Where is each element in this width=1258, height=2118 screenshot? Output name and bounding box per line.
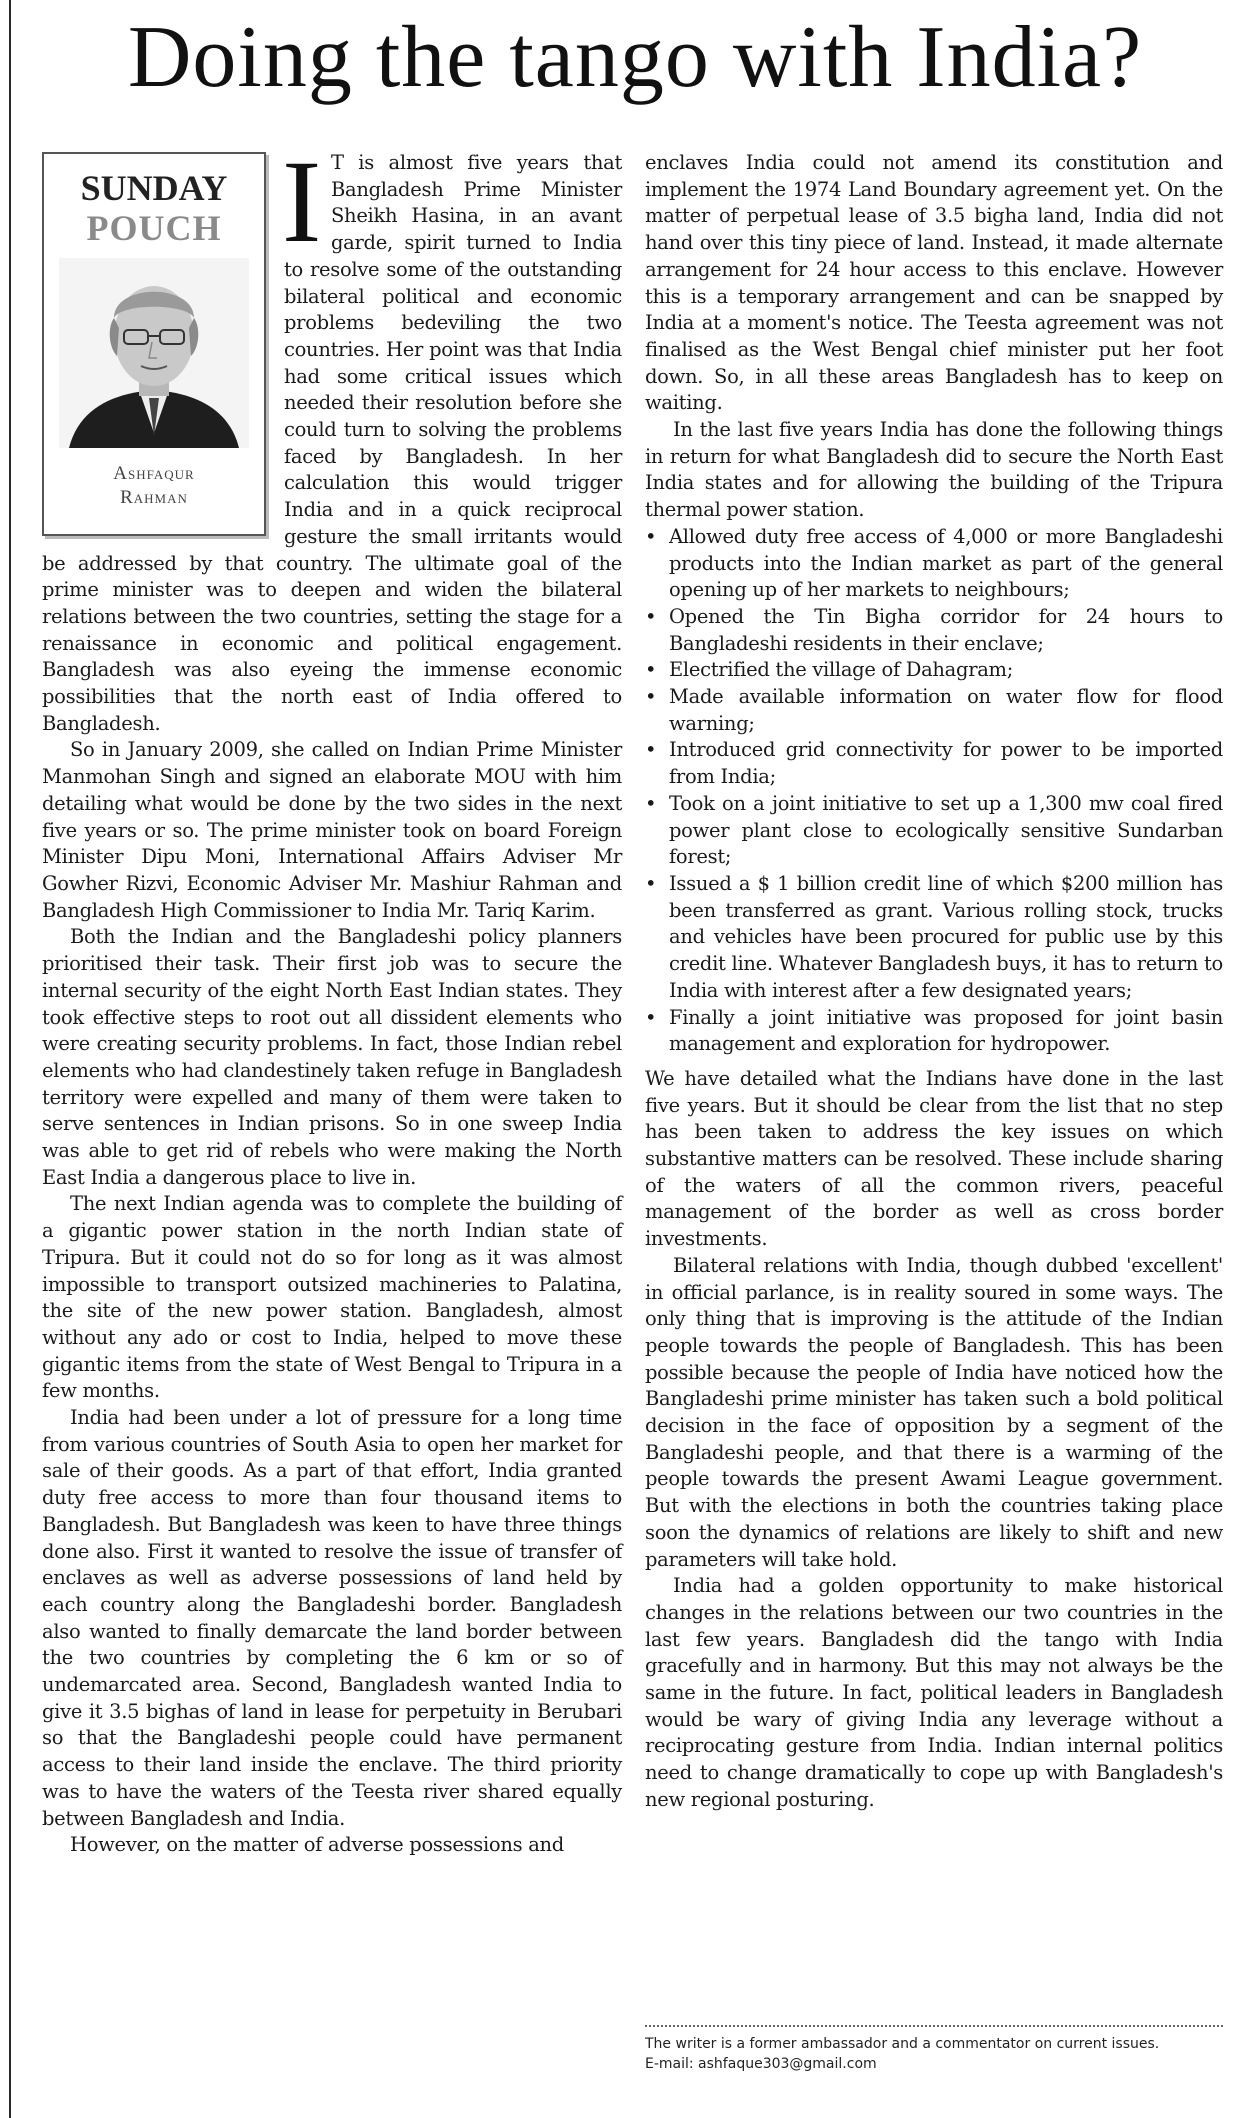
author-photo	[59, 258, 249, 448]
list-item: • Opened the Tin Bigha corridor for 24 hours to Bangladeshi residents in their enclave;	[663, 604, 1223, 657]
list-item: • Electrified the village of Dahagram;	[663, 657, 1223, 684]
paragraph-3: Both the Indian and the Bangladeshi policy planners prioritised their task. Their first job was to secure the internal security of the eight North East Indian states. They took effective steps to root out all dissident elements who were creating security problems. In fact, those Indian rebel elements who had clandestinely taken refuge in Bangladesh territory were expelled and many of them were taken to serve sentences in Indian prisons. So in one sweep India was able to get rid of rebels who were making the North East India a dangerous place to live in.	[42, 925, 622, 1189]
paragraph-9: We have detailed what the Indians have done in the last five years. But it should be clear from the list that no step has been taken to address the key issues on which substantive matters can be resolved. These include sharing of the waters of all the common rivers, peaceful management of the border as well as cross border investments.	[645, 1066, 1223, 1251]
list-item: • Introduced grid connectivity for power to be imported from India;	[663, 737, 1223, 790]
list-item: • Took on a joint initiative to set up a 1,300 mw coal fired power plant close to ecologically sensitive Sundarban forest;	[663, 791, 1223, 871]
paragraph-1: I T is almost five years that Bangladesh Prime Minister Sheikh Hasina, in an avant garde, spirit turned to India to resolve some of the outstanding bilateral political and economic problems bedeviling the two countries. Her point was that India had some critical issues which needed their resolution before she could turn to solving the problems faced by Bangladesh. In her calculation this would trigger India and in a quick reciprocal gesture the small irritants would be addressed by that country. The ultimate goal of the prime minister was to deepen and widen the bilateral relations between the two countries, setting the stage for a renaissance in economic and political engagement. Bangladesh was also eyeing the immense economic possibilities that the north east of India offered to Bangladesh.	[42, 136, 622, 735]
bullet-list	[645, 524, 1223, 1058]
paragraph-8: In the last five years India has done the following things in return for what Bangladesh did to secure the North East India states and for allowing the building of the Tripura thermal power station.	[645, 418, 1223, 522]
article-column-left	[42, 136, 622, 1859]
footer-divider	[645, 2025, 1223, 2027]
paragraph-6: However, on the matter of adverse possessions and	[70, 1833, 564, 1857]
author-name-line2: Rahman	[120, 487, 188, 508]
author-email: E-mail: ashfaque303@gmail.com	[645, 2056, 877, 2072]
list-item: • Issued a $ 1 billion credit line of which $200 million has been transferred as grant. Various rolling stock, trucks and vehicles have been procured for public use by this credit line. Whatever Bangladesh buys, it has to return to India with interest after a few designated years;	[663, 871, 1223, 1005]
list-item: • Allowed duty free access of 4,000 or more Bangladeshi products into the Indian market as part of the general opening up of her markets to neighbours;	[663, 524, 1223, 604]
author-bio: The writer is a former ambassador and a commentator on current issues.	[645, 2036, 1160, 2052]
column-name-line2: POUCH	[86, 208, 222, 248]
paragraph-4: The next Indian agenda was to complete the building of a gigantic power station in the north Indian state of Tripura. But it could not do so for long as it was almost impossible to transport outsized machineries to Palatina, the site of the new power station. Bangladesh, almost without any ado or cost to India, helped to move these gigantic items from the state of West Bengal to Tripura in a few months.	[42, 1192, 622, 1403]
paragraph-11: India had a golden opportunity to make historical changes in the relations between our two countries in the last few years. Bangladesh did the tango with India gracefully and in harmony. But this may not always be the same in the future. In fact, political leaders in Bangladesh would be wary of giving India any leverage without a reciprocating gesture from India. Indian internal politics need to change dramatically to cope up with Bangladesh's new regional posturing.	[645, 1574, 1223, 1811]
column-name-line1: SUNDAY	[80, 168, 228, 208]
drop-cap: I	[282, 136, 321, 267]
paragraph-5: India had been under a lot of pressure for a long time from various countries of South Asia to open her market for sale of their goods. As a part of that effort, India granted duty free access to more than four thousand items to Bangladesh. But Bangladesh was keen to have three things done also. First it wanted to resolve the issue of transfer of enclaves as well as adverse possessions of land held by each country along the Bangladeshi border. Bangladesh also wanted to finally demarcate the land border between the two countries by completing the 6 km or so of undemarcated area. Second, Bangladesh wanted India to give it 3.5 bighas of land in lease for perpetuity in Berubari so that the Bangladeshi people could have permanent access to their land inside the enclave. The third priority was to have the waters of the Teesta river shared equally between Bangladesh and India.	[42, 1406, 622, 1830]
headline: Doing the tango with India?	[127, 9, 1143, 106]
paragraph-7: enclaves India could not amend its constitution and implement the 1974 Land Boundary agreement yet. On the matter of perpetual lease of 3.5 bigha land, India did not hand over this tiny piece of land. Instead, it made alternate arrangement for 24 hour access to this enclave. However this is a temporary arrangement and can be snapped by India at a moment's notice. The Teesta agreement was not finalised as the West Bengal chief minister put her foot down. So, in all these areas Bangladesh has to keep on waiting.	[645, 151, 1223, 415]
list-item: • Finally a joint initiative was proposed for joint basin management and exploration for hydropower.	[663, 1005, 1223, 1058]
list-item: • Made available information on water flow for flood warning;	[663, 684, 1223, 737]
article-column-right	[645, 150, 1223, 1814]
author-footer	[645, 2034, 1245, 2074]
column-badge	[42, 152, 266, 536]
left-column-rule	[9, 0, 11, 2118]
author-name-line1: Ashfaqur	[113, 463, 195, 484]
paragraph-10: Bilateral relations with India, though dubbed 'excellent' in official parlance, is in reality soured in some ways. The only thing that is improving is the attitude of the Indian people towards the people of Bangladesh. This has been possible because the people of India have noticed how the Bangladeshi prime minister has taken such a bold political decision in the face of opposition by a segment of the Bangladeshi people, and that there is a warming of the people towards the present Awami League government. But with the elections in both the countries taking place soon the dynamics of relations are likely to shift and new parameters will take hold.	[645, 1253, 1223, 1571]
paragraph-2: So in January 2009, she called on Indian Prime Minister Manmohan Singh and signed an elaborate MOU with him detailing what would be done by the two sides in the next five years or so. The prime minister took on board Foreign Minister Dipu Moni, International Affairs Adviser Mr Gowher Rizvi, Economic Adviser Mr. Mashiur Rahman and Bangladesh High Commissioner to India Mr. Tariq Karim.	[42, 738, 622, 922]
